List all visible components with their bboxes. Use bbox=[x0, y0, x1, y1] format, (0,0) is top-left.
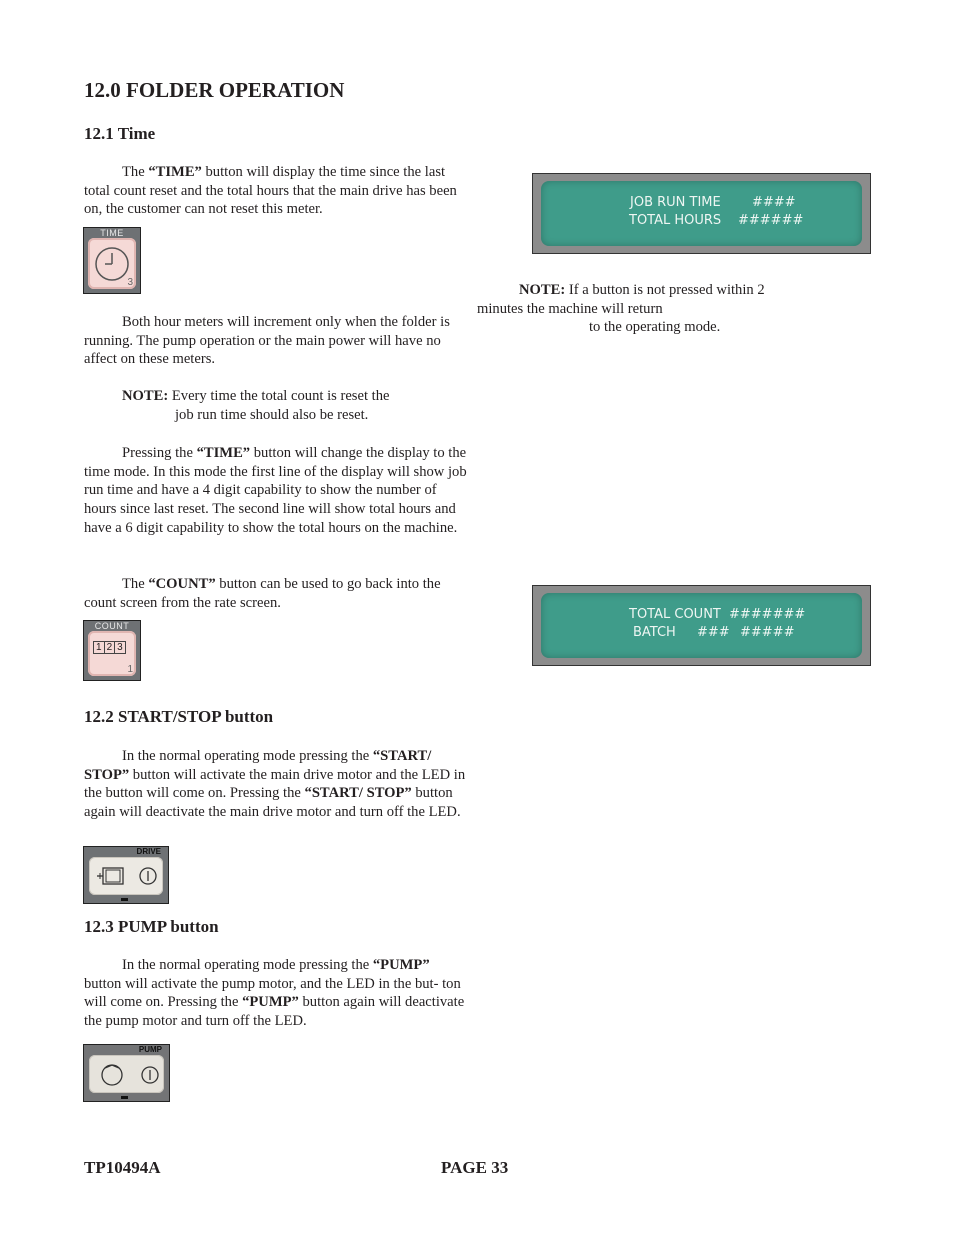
lcd-batch-value: ### bbox=[697, 625, 730, 640]
lcd-total-count-value: ####### bbox=[729, 607, 806, 622]
pump-icon bbox=[98, 1062, 126, 1088]
count-key-number: 1 bbox=[127, 664, 133, 675]
drive-key-image bbox=[83, 846, 169, 904]
lcd-batch-label: BATCH bbox=[633, 625, 676, 640]
time-key-number: 3 bbox=[127, 277, 133, 288]
paragraph-start-stop: In the normal operating mode pressing the “START/ STOP” button will activate the main drive motor and the LED in the button will come on. Pressing the “START/ STOP” button again will deactivate the main drive motor and turn off the LED. bbox=[84, 748, 466, 821]
paragraph-pump: In the normal operating mode pressing the “PUMP” button will activate the pump motor, and the LED in the but- ton will come on. Pressing the “PUMP” button again will deactivate the pump motor and turn off the LED. bbox=[84, 957, 465, 1030]
heading-start-stop: 12.2 START/STOP button bbox=[84, 707, 274, 726]
drive-key-label: DRIVE bbox=[136, 847, 161, 856]
lcd-count-display bbox=[532, 585, 871, 666]
led-indicator bbox=[121, 1096, 128, 1099]
led-indicator bbox=[121, 898, 128, 901]
time-key-label: TIME bbox=[100, 228, 124, 238]
heading-time: 12.1 Time bbox=[84, 124, 156, 143]
time-key-image bbox=[83, 227, 141, 294]
lcd-total-count-label: TOTAL COUNT bbox=[629, 607, 721, 622]
lcd-time-display bbox=[532, 173, 871, 254]
counter-icon: 1 2 3 bbox=[93, 641, 126, 654]
document-id: TP10494A bbox=[84, 1158, 161, 1177]
lcd-batch-total-value: ##### bbox=[740, 625, 795, 640]
lcd-total-hours-label: TOTAL HOURS bbox=[629, 213, 722, 228]
lcd-job-run-time-label: JOB RUN TIME bbox=[630, 195, 721, 210]
motor-icon bbox=[96, 865, 126, 887]
pump-key-label: PUMP bbox=[138, 1045, 162, 1054]
count-key-label: COUNT bbox=[94, 621, 130, 631]
count-key-image bbox=[83, 620, 141, 681]
lcd-total-hours-value: ###### bbox=[738, 213, 804, 228]
heading-pump: 12.3 PUMP button bbox=[84, 917, 219, 936]
paragraph-time-mode: Pressing the “TIME” button will change the display to the time mode. In this mode the first line of the display will show job run time and have a 4 digit capability to show the number of hours since last reset. The second line will show total hours and have a 6 digit capability to show the total hours on the machine. bbox=[84, 445, 467, 536]
note-timeout: NOTE: If a button is not pressed within 2 minutes the machine will return to the operating mode. bbox=[477, 282, 765, 336]
pump-key-image bbox=[83, 1044, 170, 1102]
note-time-reset: NOTE: Every time the total count is reset the job run time should also be reset. bbox=[122, 388, 390, 423]
power-icon bbox=[140, 1065, 160, 1085]
power-icon bbox=[138, 866, 158, 886]
paragraph-hour-meters: Both hour meters will increment only when the folder is running. The pump operation or the main power will have no affect on these meters. bbox=[84, 314, 450, 368]
page-number: PAGE 33 bbox=[441, 1158, 509, 1177]
lcd-job-run-time-value: #### bbox=[752, 195, 796, 210]
paragraph-count: The “COUNT” button can be used to go back into the count screen from the rate screen. bbox=[84, 576, 441, 611]
paragraph-time-intro: The “TIME” button will display the time since the last total count reset and the total hours that the main drive has been on, the customer can not reset this meter. bbox=[84, 164, 457, 218]
section-title: 12.0 FOLDER OPERATION bbox=[84, 78, 345, 102]
